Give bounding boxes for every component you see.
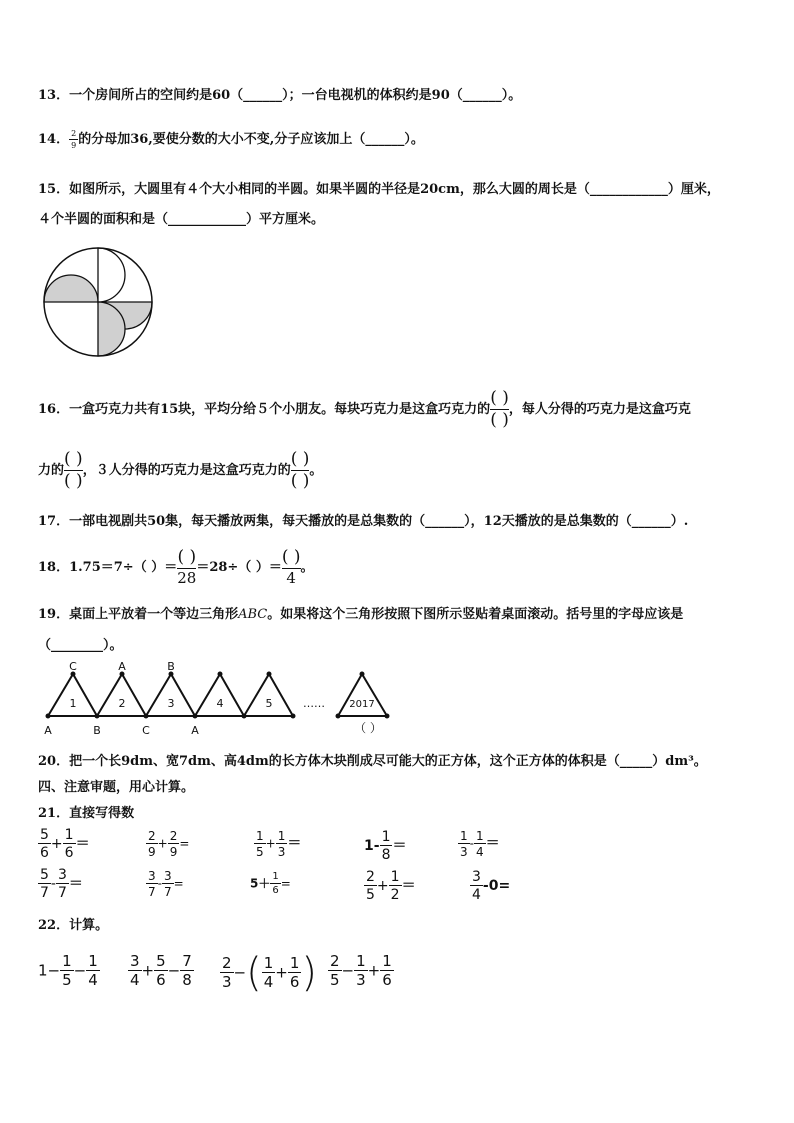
- equation-part: 1.75＝7÷（ ）＝: [69, 560, 178, 575]
- calc-expression-4[interactable]: $\frac{2}{5}$ − $\frac{1}{3}$ + $\frac{1}{6}$: [330, 952, 392, 989]
- question-19-line2: （________）。: [38, 638, 123, 653]
- triangle-number: 3: [167, 697, 175, 710]
- vertex-label: A: [191, 724, 199, 737]
- vertex-label: A: [118, 660, 126, 673]
- question-number: 20．: [38, 754, 70, 769]
- question-text: 一盒巧克力共有15块，平均分给５个小朋友。每块巧克力是这盒巧克力的: [69, 402, 491, 417]
- question-15: [38, 178, 720, 197]
- calc-item[interactable]: $\frac{2}{9}$ + $\frac{2}{9}$ =: [148, 829, 190, 859]
- rolling-triangles-figure: [38, 660, 418, 740]
- question-title: 计算。: [69, 918, 109, 933]
- calc-item[interactable]: 5＋ $\frac{1}{6}$ =: [250, 871, 291, 896]
- question-text: ，３人分得的巧克力是这盒巧克力的: [82, 463, 291, 478]
- question-number: 22．: [38, 918, 70, 933]
- question-number: 13．: [38, 88, 70, 103]
- question-text: 的分母加36,要使分数的大小不变,分子应该加上（______）。: [78, 132, 424, 147]
- question-19: [38, 603, 683, 622]
- vertex-label: B: [93, 724, 101, 737]
- question-text: 把一个长9dm、宽7dm、高4dm的长方体木块削成尽可能大的正方体，这个正方体的体积是（_____）dm³。: [69, 754, 707, 769]
- calc-expression-3[interactable]: $\frac{2}{3}$ −( $\frac{1}{4}$ + $\frac{1}{6}$ ): [222, 950, 318, 996]
- fraction-blank[interactable]: $\frac{( )}{28}$: [177, 547, 197, 587]
- question-number: 18．: [38, 560, 70, 575]
- calc-item[interactable]: $\frac{5}{7}$ - $\frac{3}{7}$ ＝: [40, 867, 83, 901]
- question-number: 19．: [38, 607, 70, 622]
- question-title: 直接写得数: [69, 806, 135, 821]
- question-text: 一部电视剧共50集，每天播放两集，每天播放的是总集数的（______），12天播放的是总集数的（______）.: [69, 514, 689, 529]
- question-text: 一个房间所占的空间约是60（______）；一台电视机的体积约是90（______）。: [69, 88, 522, 103]
- blank-fraction[interactable]: $\frac{( )}{( )}$: [290, 449, 310, 491]
- triangle-name: ABC: [238, 607, 268, 622]
- question-21: [38, 802, 134, 821]
- triangle-number: 1: [69, 697, 77, 710]
- fraction: $\frac{2}{9}$: [71, 128, 77, 150]
- question-text: ，每人分得的巧克力是这盒巧克: [508, 402, 691, 417]
- question-20: [38, 750, 707, 769]
- calc-item[interactable]: $\frac{3}{4}$ -0=: [472, 869, 511, 903]
- equation-part: 。: [300, 560, 314, 575]
- question-14: [38, 128, 424, 150]
- triangle-number: 4: [216, 697, 224, 710]
- calc-item[interactable]: $\frac{2}{5}$ + $\frac{1}{2}$ ＝: [366, 869, 416, 903]
- triangle-number: 2017: [349, 699, 375, 710]
- question-number: 14．: [38, 132, 70, 147]
- question-text: 桌面上平放着一个等边三角形: [69, 607, 239, 622]
- calc-item[interactable]: $\frac{1}{3}$ - $\frac{1}{4}$ ＝: [460, 829, 500, 859]
- blank-fraction[interactable]: $\frac{( )}{( )}$: [490, 388, 509, 430]
- calc-item[interactable]: $\frac{3}{7}$ - $\frac{3}{7}$ =: [148, 869, 184, 899]
- vertex-label: A: [44, 724, 52, 737]
- question-text: 力的: [38, 463, 65, 478]
- vertex-label: C: [142, 724, 150, 737]
- question-22: [38, 914, 108, 933]
- triangle-number: 2: [118, 697, 126, 710]
- question-number: 21．: [38, 806, 70, 821]
- question-18: [38, 544, 314, 592]
- vertex-label: C: [69, 660, 77, 673]
- question-text: 。: [309, 463, 323, 478]
- triangle-number: 5: [265, 697, 273, 710]
- question-17: [38, 510, 688, 529]
- question-text: 。如果将这个三角形按照下图所示竖贴着桌面滚动。括号里的字母应该是: [267, 607, 684, 622]
- calc-item[interactable]: 1- $\frac{1}{8}$ ＝: [364, 829, 407, 863]
- question-16-line2: [38, 447, 322, 495]
- calc-item[interactable]: $\frac{5}{6}$ + $\frac{1}{6}$ ＝: [40, 827, 90, 861]
- question-number: 15．: [38, 182, 70, 197]
- blank-fraction[interactable]: $\frac{( )}{( )}$: [64, 449, 83, 491]
- ellipsis: ……: [303, 697, 325, 710]
- section-heading: 四、注意审题，用心计算。: [38, 780, 195, 795]
- fraction-blank[interactable]: $\frac{( )}{4}$: [281, 547, 301, 587]
- circle-semicircles-figure: [40, 244, 156, 360]
- question-text: 如图所示，大圆里有４个大小相同的半圆。如果半圆的半径是20cm，那么大圆的周长是（____________）厘米，: [69, 182, 720, 197]
- question-15-line2: ４个半圆的面积和是（____________）平方厘米。: [38, 212, 325, 227]
- question-number: 16．: [38, 402, 70, 417]
- question-16: [38, 386, 691, 434]
- question-13: [38, 84, 521, 103]
- equation-part: ＝28÷（ ）＝: [196, 560, 282, 575]
- question-number: 17．: [38, 514, 70, 529]
- calc-item[interactable]: $\frac{1}{5}$ + $\frac{1}{3}$ ＝: [256, 829, 302, 859]
- vertex-label: B: [167, 660, 175, 673]
- calc-expression-1[interactable]: 1− $\frac{1}{5}$ − $\frac{1}{4}$: [38, 952, 98, 989]
- answer-blank: （ ）: [354, 721, 382, 735]
- calc-expression-2[interactable]: $\frac{3}{4}$ + $\frac{5}{6}$ − $\frac{7}{8}$: [130, 952, 192, 989]
